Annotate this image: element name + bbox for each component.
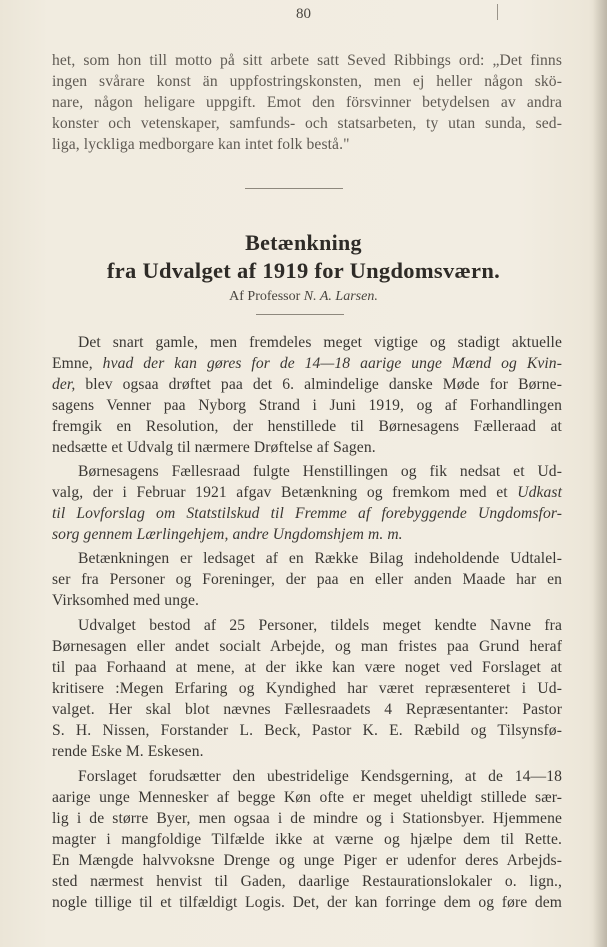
text-line: En Mængde halvvoksne Drenge og unge Piger er udenfor deres Arbejds- (52, 852, 562, 869)
text-line: fremgik en Resolution, der henstillede til Børnesagens Fælleraad at (52, 418, 562, 435)
text-line: Emne, hvad der kan gøres for de 14—18 aarige unge Mænd og Kvin- (52, 355, 562, 372)
text-line: sagens Venner paa Nyborg Strand i Juni 1919, og af Forhandlingen (52, 397, 562, 414)
intro-line: liga, lyckliga medborgare kan intet folk bestå." (52, 136, 350, 153)
text-line: magter i mangfoldige Tilfælde ikke at værne og hjælpe dem til Rette. (52, 831, 562, 848)
text-line: nogle tillige til et tilfældigt Logis. Det, der kan forringe dem og føre dem (52, 894, 562, 911)
intro-line: konster och vetenskaper, samfunds- och statsarbeten, ty utan sunda, sed- (52, 115, 562, 132)
text-line: nedsætte et Udvalg til nærmere Drøftelse af Sagen. (52, 439, 376, 456)
text-line: sted nærmest henvist til Gaden, daarlige Restaurationslokaler o. lign., (52, 873, 562, 890)
text-line: til paa Forhaand at mene, at der ikke kan være noget ved Forslaget at (52, 659, 562, 676)
byline-prefix: Af Professor (229, 289, 304, 304)
text-line: der, blev ogsaa drøftet paa det 6. almindelige danske Møde for Børne- (52, 376, 562, 393)
text-line: valg, der i Februar 1921 afgav Betænkning og fremkom med et Udkast (52, 484, 562, 501)
page-edge-shadow (593, 0, 607, 947)
text-line: aarige unge Mennesker af begge Køn ofte er meget uheldigt stillede sær- (52, 789, 562, 806)
text-line: sorg gennem Lærlingehjem, andre Ungdomshjem m. m. (52, 526, 403, 543)
text-line: rende Eske M. Eskesen. (52, 743, 204, 760)
text-line: Udvalget bestod af 25 Personer, tildels meget kendte Navne fra (78, 617, 562, 634)
author-name: N. A. Larsen. (303, 289, 378, 304)
text-line: til Lovforslag om Statstilskud til Fremme af forebyggende Ungdomsfor- (52, 505, 562, 522)
title-divider (256, 314, 344, 315)
text-line: Virksomhed med unge. (52, 592, 200, 609)
text-line: ser fra Personer og Foreninger, der paa en eller anden Maade har en (52, 571, 562, 588)
text-line: kritisere :Megen Erfaring og Kyndighed har været repræsenteret i Ud- (52, 680, 562, 697)
page-number: 80 (296, 6, 311, 22)
intro-line: het, som hon till motto på sitt arbete satt Seved Ribbings ord: „Det finns (52, 52, 562, 69)
text-line: S. H. Nissen, Forstander L. Beck, Pastor K. E. Ræbild og Tilsynsfø- (52, 722, 562, 739)
intro-line: nare, någon heligare uppgift. Emot den försvinner betydelsen av andra (52, 94, 562, 111)
article-title-line-2: fra Udvalget af 1919 for Ungdomsværn. (106, 258, 501, 283)
text-line: Forslaget forudsætter den ubestridelige Kendsgerning, at de 14—18 (78, 768, 562, 785)
section-divider (245, 188, 343, 189)
margin-mark (497, 4, 498, 20)
text-line: Børnesagen eller andet socialt Arbejde, og man fristes paa Grund heraf (52, 638, 562, 655)
text-line: valget. Her skal blot nævnes Fællesraadets 4 Repræsentanter: Pastor (52, 701, 562, 718)
text-line: Betænkningen er ledsaget af en Række Bilag indeholdende Udtalel- (78, 550, 562, 567)
author-byline (0, 289, 607, 305)
text-line: Børnesagens Fællesraad fulgte Henstillingen og fik nedsat et Ud- (78, 463, 562, 480)
article-title-line-1: Betænkning (245, 230, 362, 255)
text-line: lig i de større Byer, men ogsaa i de mindre og i Stationsbyer. Hjemmene (52, 810, 562, 827)
text-line: Det snart gamle, men fremdeles meget vigtige og stadigt aktuelle (78, 334, 562, 351)
intro-line: ingen svårare konst än uppfostringskonsten, men ej heller någon skö- (52, 73, 562, 90)
